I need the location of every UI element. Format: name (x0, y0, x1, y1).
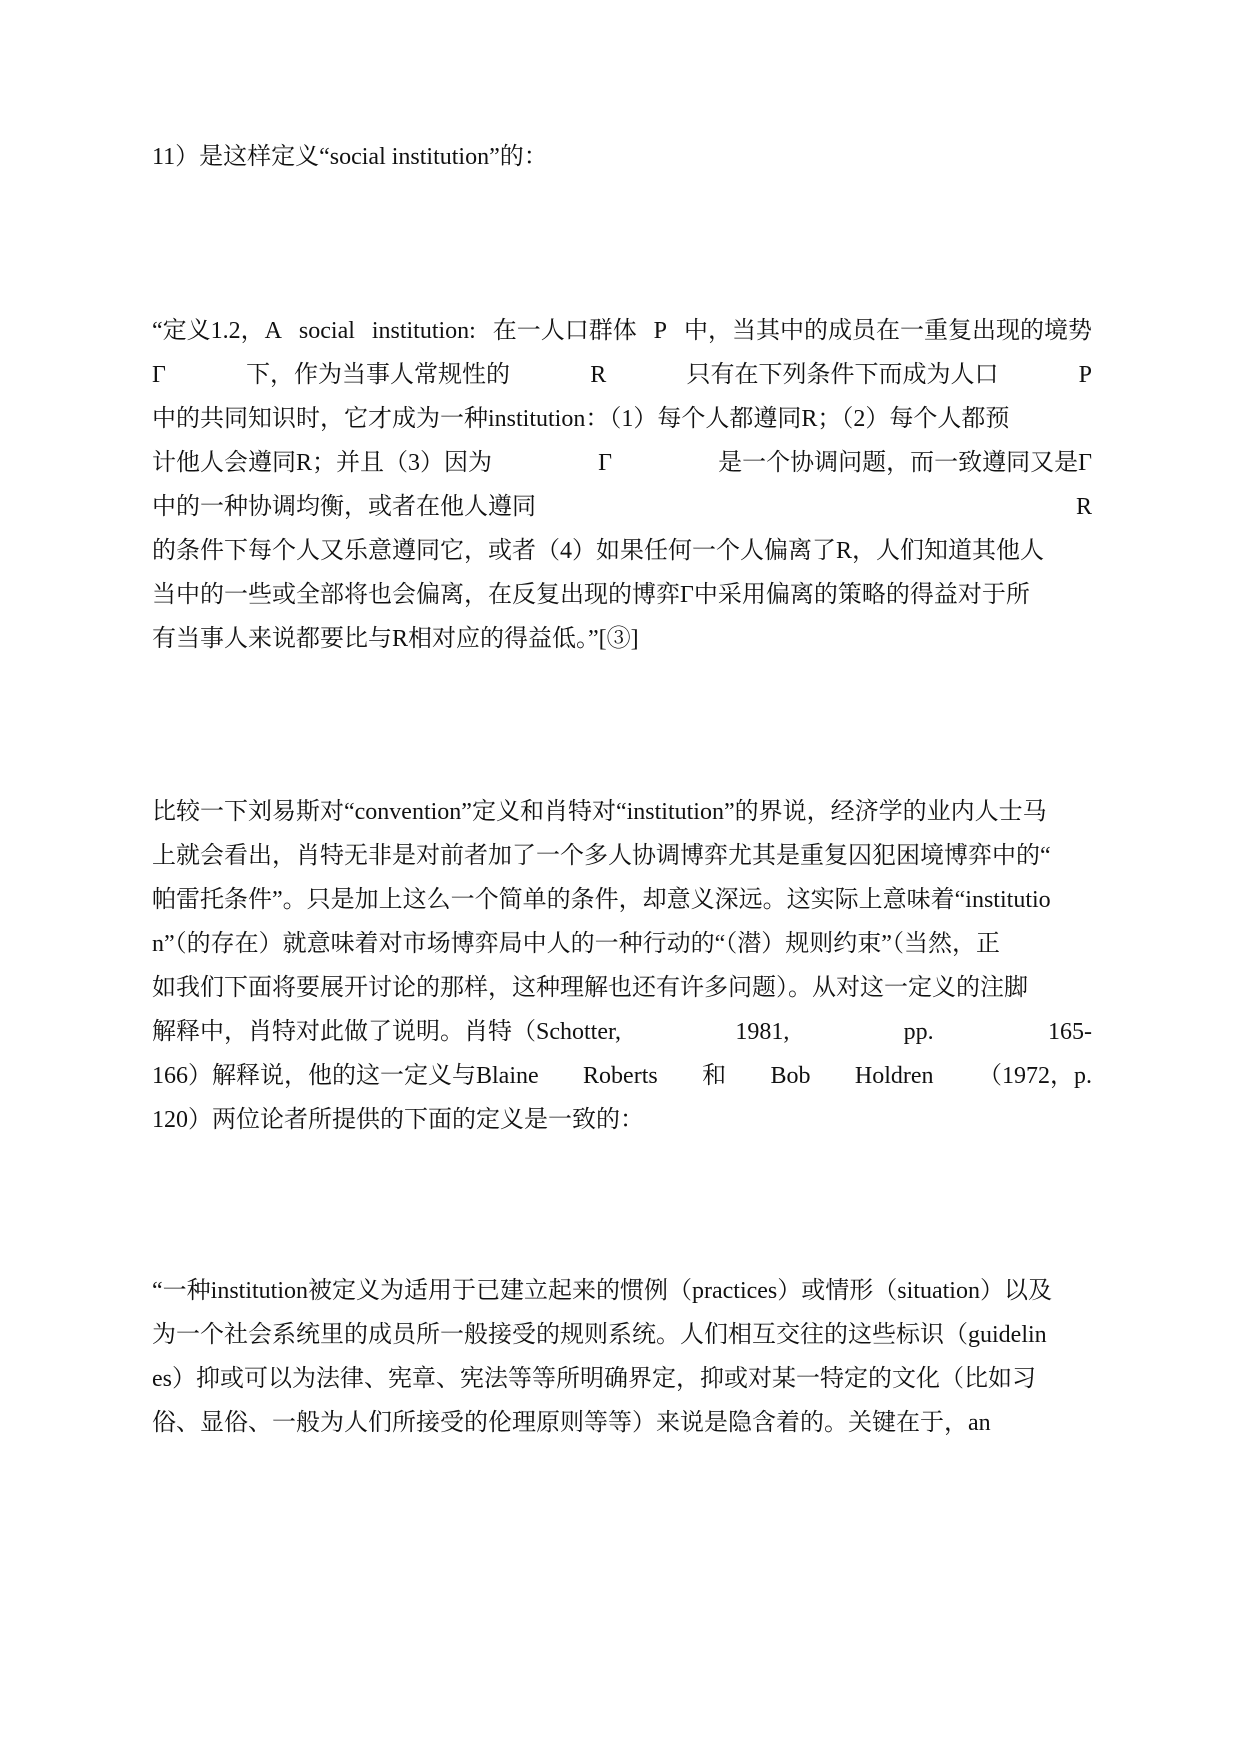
comparison-line-8 (152, 1105, 1092, 1135)
text-segment: 1981, (735, 1019, 790, 1045)
definition-line-3 (152, 404, 1092, 434)
text-segment: 有当事人来说都要比与R相对应的得益低。”[③] (152, 626, 639, 652)
definition-line-6 (152, 536, 1092, 566)
text-segment: 165- (1047, 1019, 1092, 1045)
text-segment: 120）两位论者所提供的下面的定义是一致的： (152, 1107, 644, 1133)
text-segment: 解释中，肖特对此做了说明。肖特（Schotter, (152, 1019, 622, 1045)
text-segment: R (590, 362, 607, 388)
quote-line-3 (152, 1364, 1092, 1394)
text-segment: 的条件下每个人又乐意遵同它，或者（4）如果任何一个人偏离了R，人们知道其他人 (152, 538, 1045, 564)
text-segment: 中，当其中的成员在一重复出现的境势 (683, 318, 1092, 344)
text-segment: 计他人会遵同R；并且（3）因为 (152, 450, 493, 476)
text-segment: institution: (371, 318, 476, 344)
quote-line-1 (152, 1276, 1092, 1306)
text-segment: 帕雷托条件”。只是加上这么一个简单的条件，却意义深远。这实际上意味着“institutio (152, 887, 1051, 913)
text-segment: 如我们下面将要展开讨论的那样，这种理解也还有许多问题）。从对这一定义的注脚 (152, 975, 1028, 1001)
text-segment: P (1078, 362, 1092, 388)
text-segment: “一种institution被定义为适用于已建立起来的惯例（practices）或情形（situation）以及 (152, 1278, 1052, 1304)
text-segment: Γ (152, 362, 166, 388)
text-segment: es）抑或可以为法律、宪章、宪法等等所明确界定，抑或对某一特定的文化（比如习 (152, 1366, 1036, 1392)
text-segment: Roberts (583, 1063, 658, 1089)
text-segment: 为一个社会系统里的成员所一般接受的规则系统。人们相互交往的这些标识（guidelin (152, 1322, 1047, 1348)
text-segment: Γ (598, 450, 612, 476)
comparison-line-1 (152, 797, 1092, 827)
text-segment: 166）解释说，他的这一定义与Blaine (152, 1063, 539, 1089)
text-segment: （1972，p. (977, 1063, 1092, 1089)
definition-line-2 (152, 360, 1092, 390)
text-segment: 和 (702, 1063, 727, 1089)
comparison-line-2 (152, 841, 1092, 871)
text-segment: “定义1.2，A (152, 318, 282, 344)
text-segment: 中的共同知识时，它才成为一种institution：（1）每个人都遵同R；（2）每个人都预 (152, 406, 1010, 432)
text-segment: n”（的存在）就意味着对市场博弈局中人的一种行动的“（潜）规则约束”（当然，正 (152, 931, 1000, 957)
definition-line-8 (152, 624, 1092, 654)
text-segment: 俗、显俗、一般为人们所接受的伦理原则等等）来说是隐含着的。关键在于，an (152, 1410, 991, 1436)
text-segment: 下，作为当事人常规性的 (246, 362, 511, 388)
text-segment: 中的一种协调均衡，或者在他人遵同 (152, 494, 536, 520)
text-segment: R (1075, 494, 1092, 520)
comparison-line-3 (152, 885, 1092, 915)
comparison-line-7 (152, 1061, 1092, 1091)
text-segment: 只有在下列条件下而成为人口 (686, 362, 999, 388)
definition-line-5 (152, 492, 1092, 522)
comparison-line-6 (152, 1017, 1092, 1047)
text-segment: pp. (903, 1019, 934, 1045)
text-segment: 在一人口群体 (492, 318, 637, 344)
text-segment: social (298, 318, 355, 344)
comparison-line-5 (152, 973, 1092, 1003)
text-segment: 比较一下刘易斯对“convention”定义和肖特对“institution”的界说，经济学的业内人士马 (152, 799, 1047, 825)
text-segment: P (653, 318, 668, 344)
text-segment: Bob (770, 1063, 811, 1089)
definition-line-1 (152, 316, 1092, 346)
definition-line-4 (152, 448, 1092, 478)
definition-line-7 (152, 580, 1092, 610)
comparison-line-4 (152, 929, 1092, 959)
text-segment: Holdren (854, 1063, 934, 1089)
text-segment: 当中的一些或全部将也会偏离，在反复出现的博弈Γ中采用偏离的策略的得益对于所 (152, 582, 1030, 608)
text-segment: 11）是这样定义“social institution”的： (152, 144, 548, 170)
quote-line-2 (152, 1320, 1092, 1350)
text-segment: 是一个协调问题，而一致遵同又是Γ (718, 450, 1092, 476)
text-segment: 上就会看出，肖特无非是对前者加了一个多人协调博弈尤其是重复囚犯困境博弈中的“ (152, 843, 1051, 869)
intro-line (152, 142, 1092, 172)
quote-line-4 (152, 1408, 1092, 1438)
